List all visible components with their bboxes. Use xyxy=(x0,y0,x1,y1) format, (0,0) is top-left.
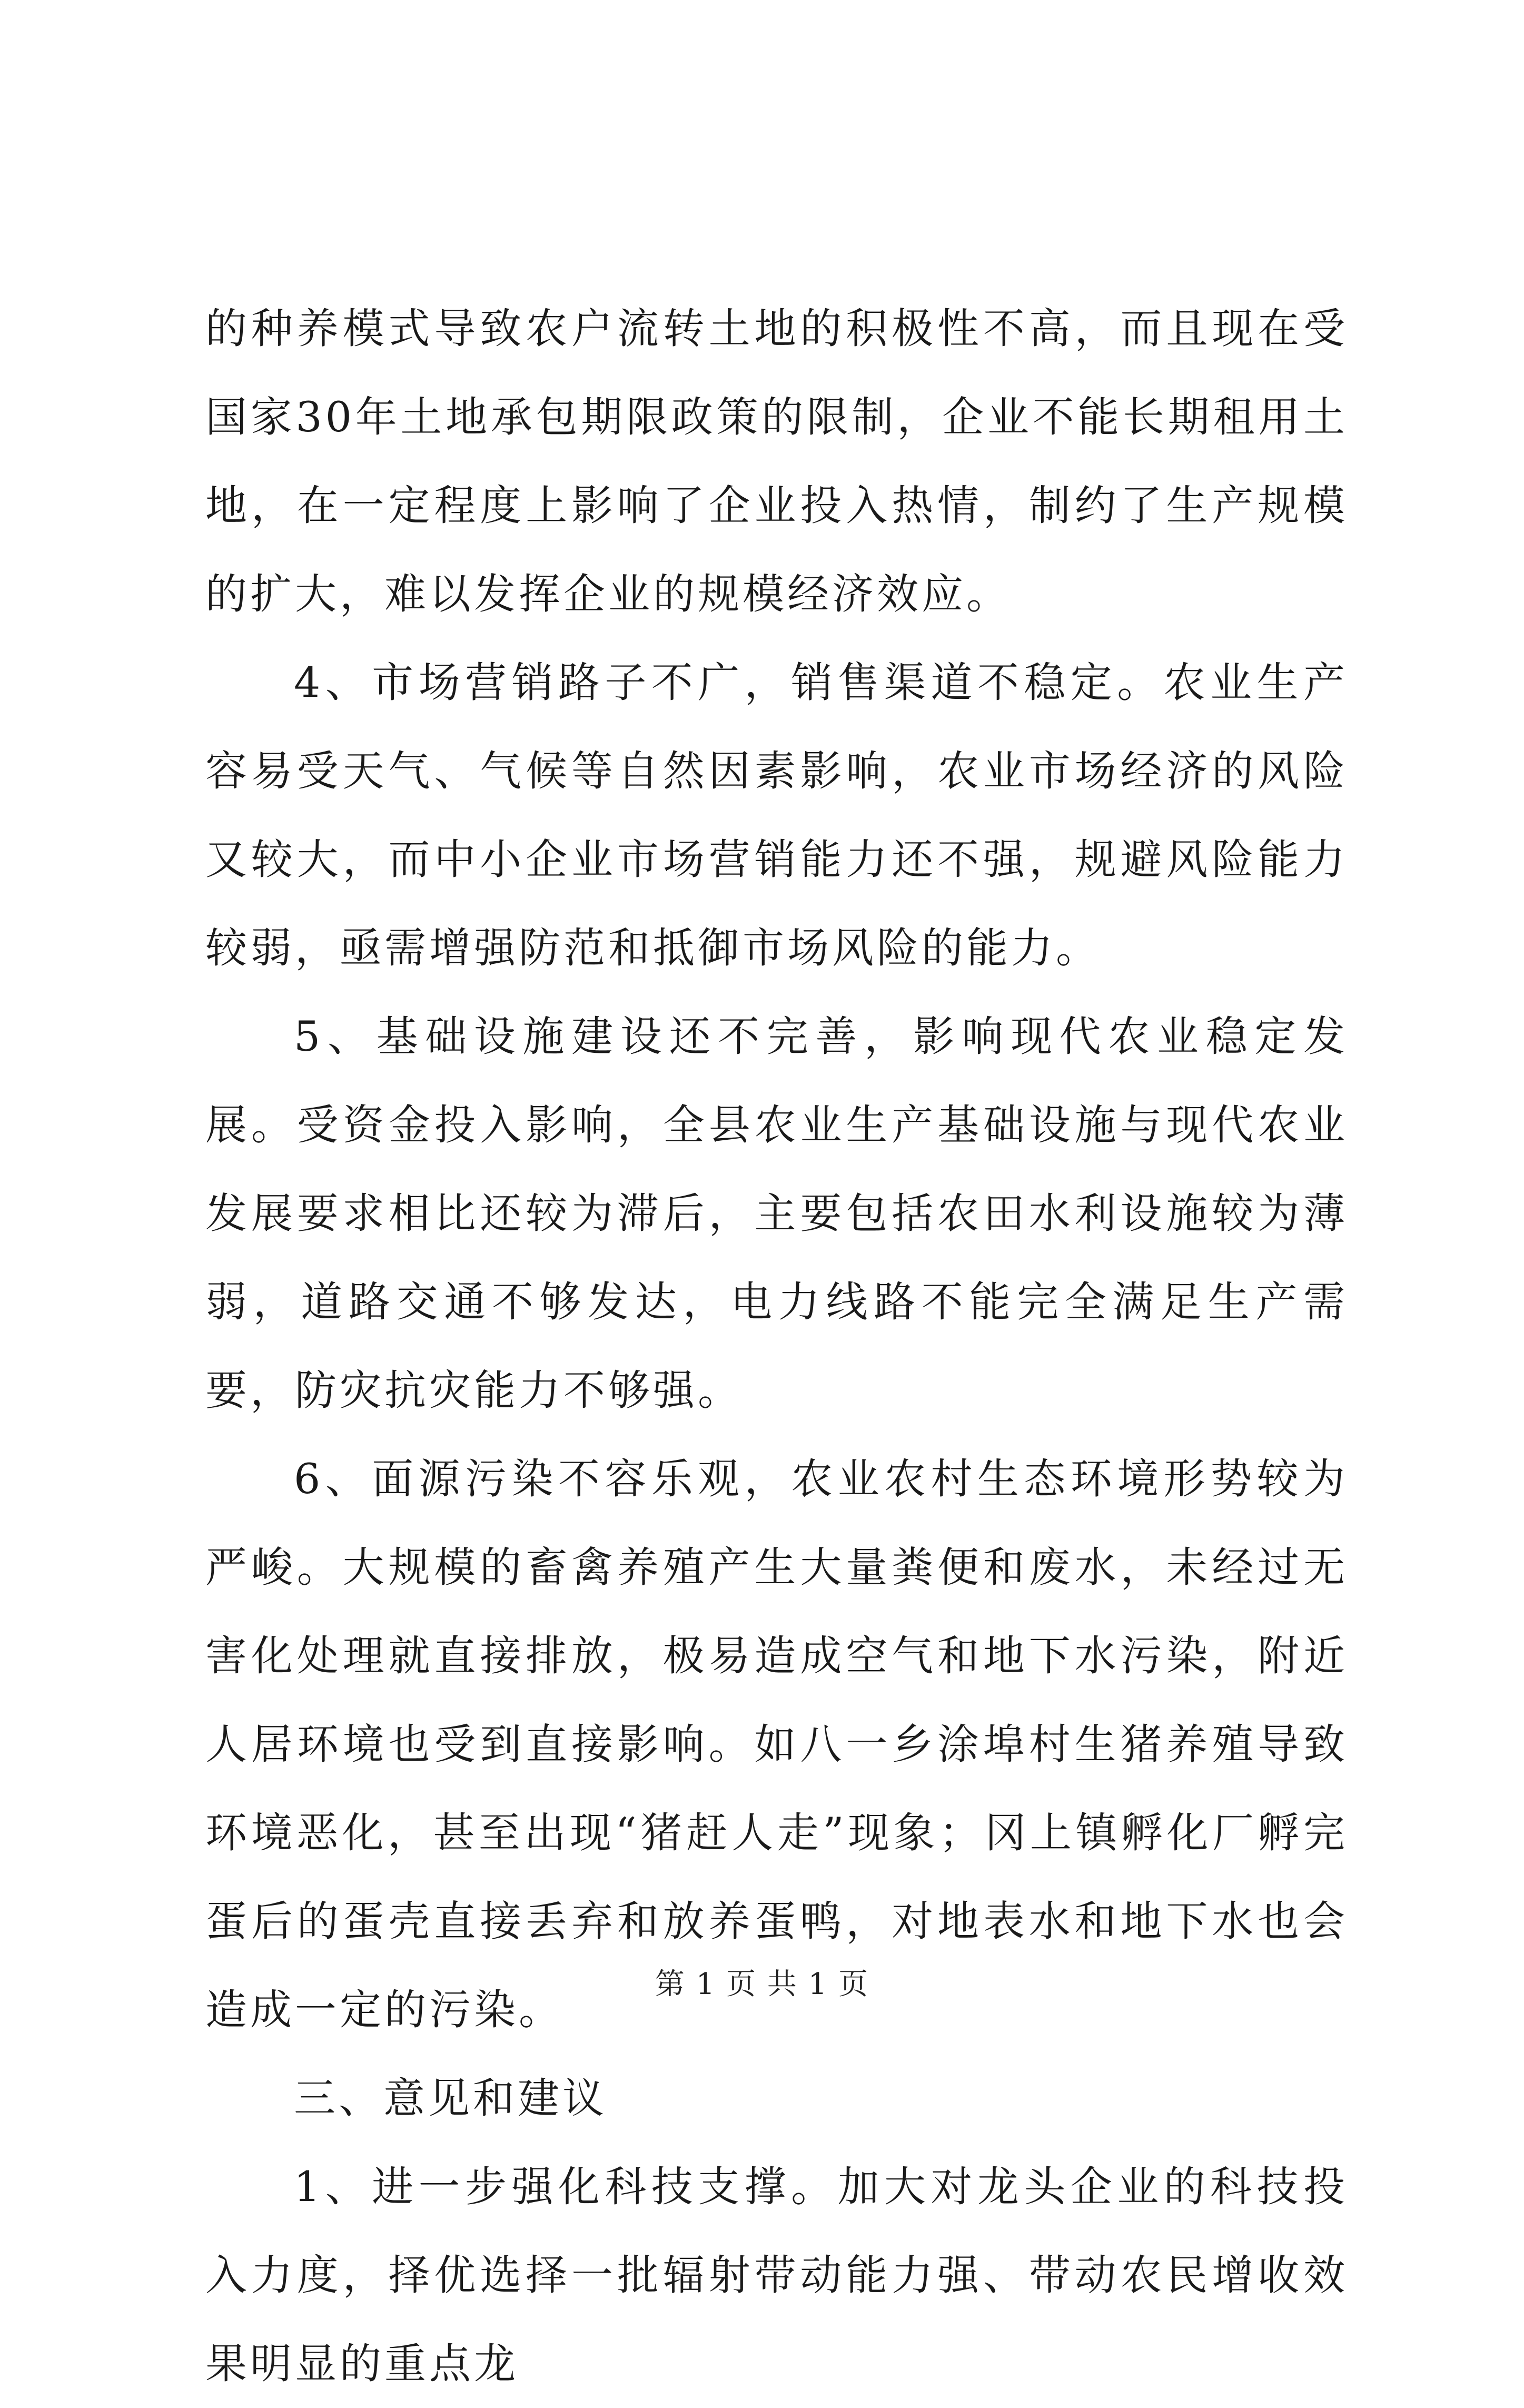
paragraph-item-4: 4、市场营销路子不广，销售渠道不稳定。农业生产容易受天气、气候等自然因素影响，农业市场经济的风险又较大，而中小企业市场营销能力还不强，规避风险能力较弱，亟需增强防范和抵御市场风险的能力。 xyxy=(205,658,1348,972)
section-heading: 三、意见和建议 xyxy=(294,2074,607,2123)
paragraph-item-5: 5、基础设施建设还不完善，影响现代农业稳定发展。受资金投入影响，全县农业生产基础设施与现代农业发展要求相比还较为滞后，主要包括农田水利设施较为薄弱，道路交通不够发达，电力线路不能完全满足生产需要，防灾抗灾能力不够强。 xyxy=(205,1012,1348,1415)
paragraph-item-6: 6、面源污染不容乐观，农业农村生态环境形势较为严峻。大规模的畜禽养殖产生大量粪便和废水，未经过无害化处理就直接排放，极易造成空气和地下水污染，附近人居环境也受到直接影响。如八一乡涂埠村生猪养殖导致环境恶化，甚至出现“猪赶人走”现象；冈上镇孵化厂孵完蛋后的蛋壳直接丢弃和放养蛋鸭，对地表水和地下水也会造成一定的污染。 xyxy=(205,1455,1348,2034)
document-body xyxy=(205,284,1348,2408)
page-footer: 第 1 页 共 1 页 xyxy=(655,1967,869,2001)
paragraph-suggestion-1: 1、进一步强化科技支撑。加大对龙头企业的科技投入力度，择优选择一批辐射带动能力强、带动农民增收效果明显的重点龙 xyxy=(205,2163,1348,2388)
paragraph-continuation: 的种养模式导致农户流转土地的积极性不高，而且现在受国家30年土地承包期限政策的限制，企业不能长期租用土地，在一定程度上影响了企业投入热情，制约了生产规模的扩大，难以发挥企业的规模经济效应。 xyxy=(205,304,1348,618)
